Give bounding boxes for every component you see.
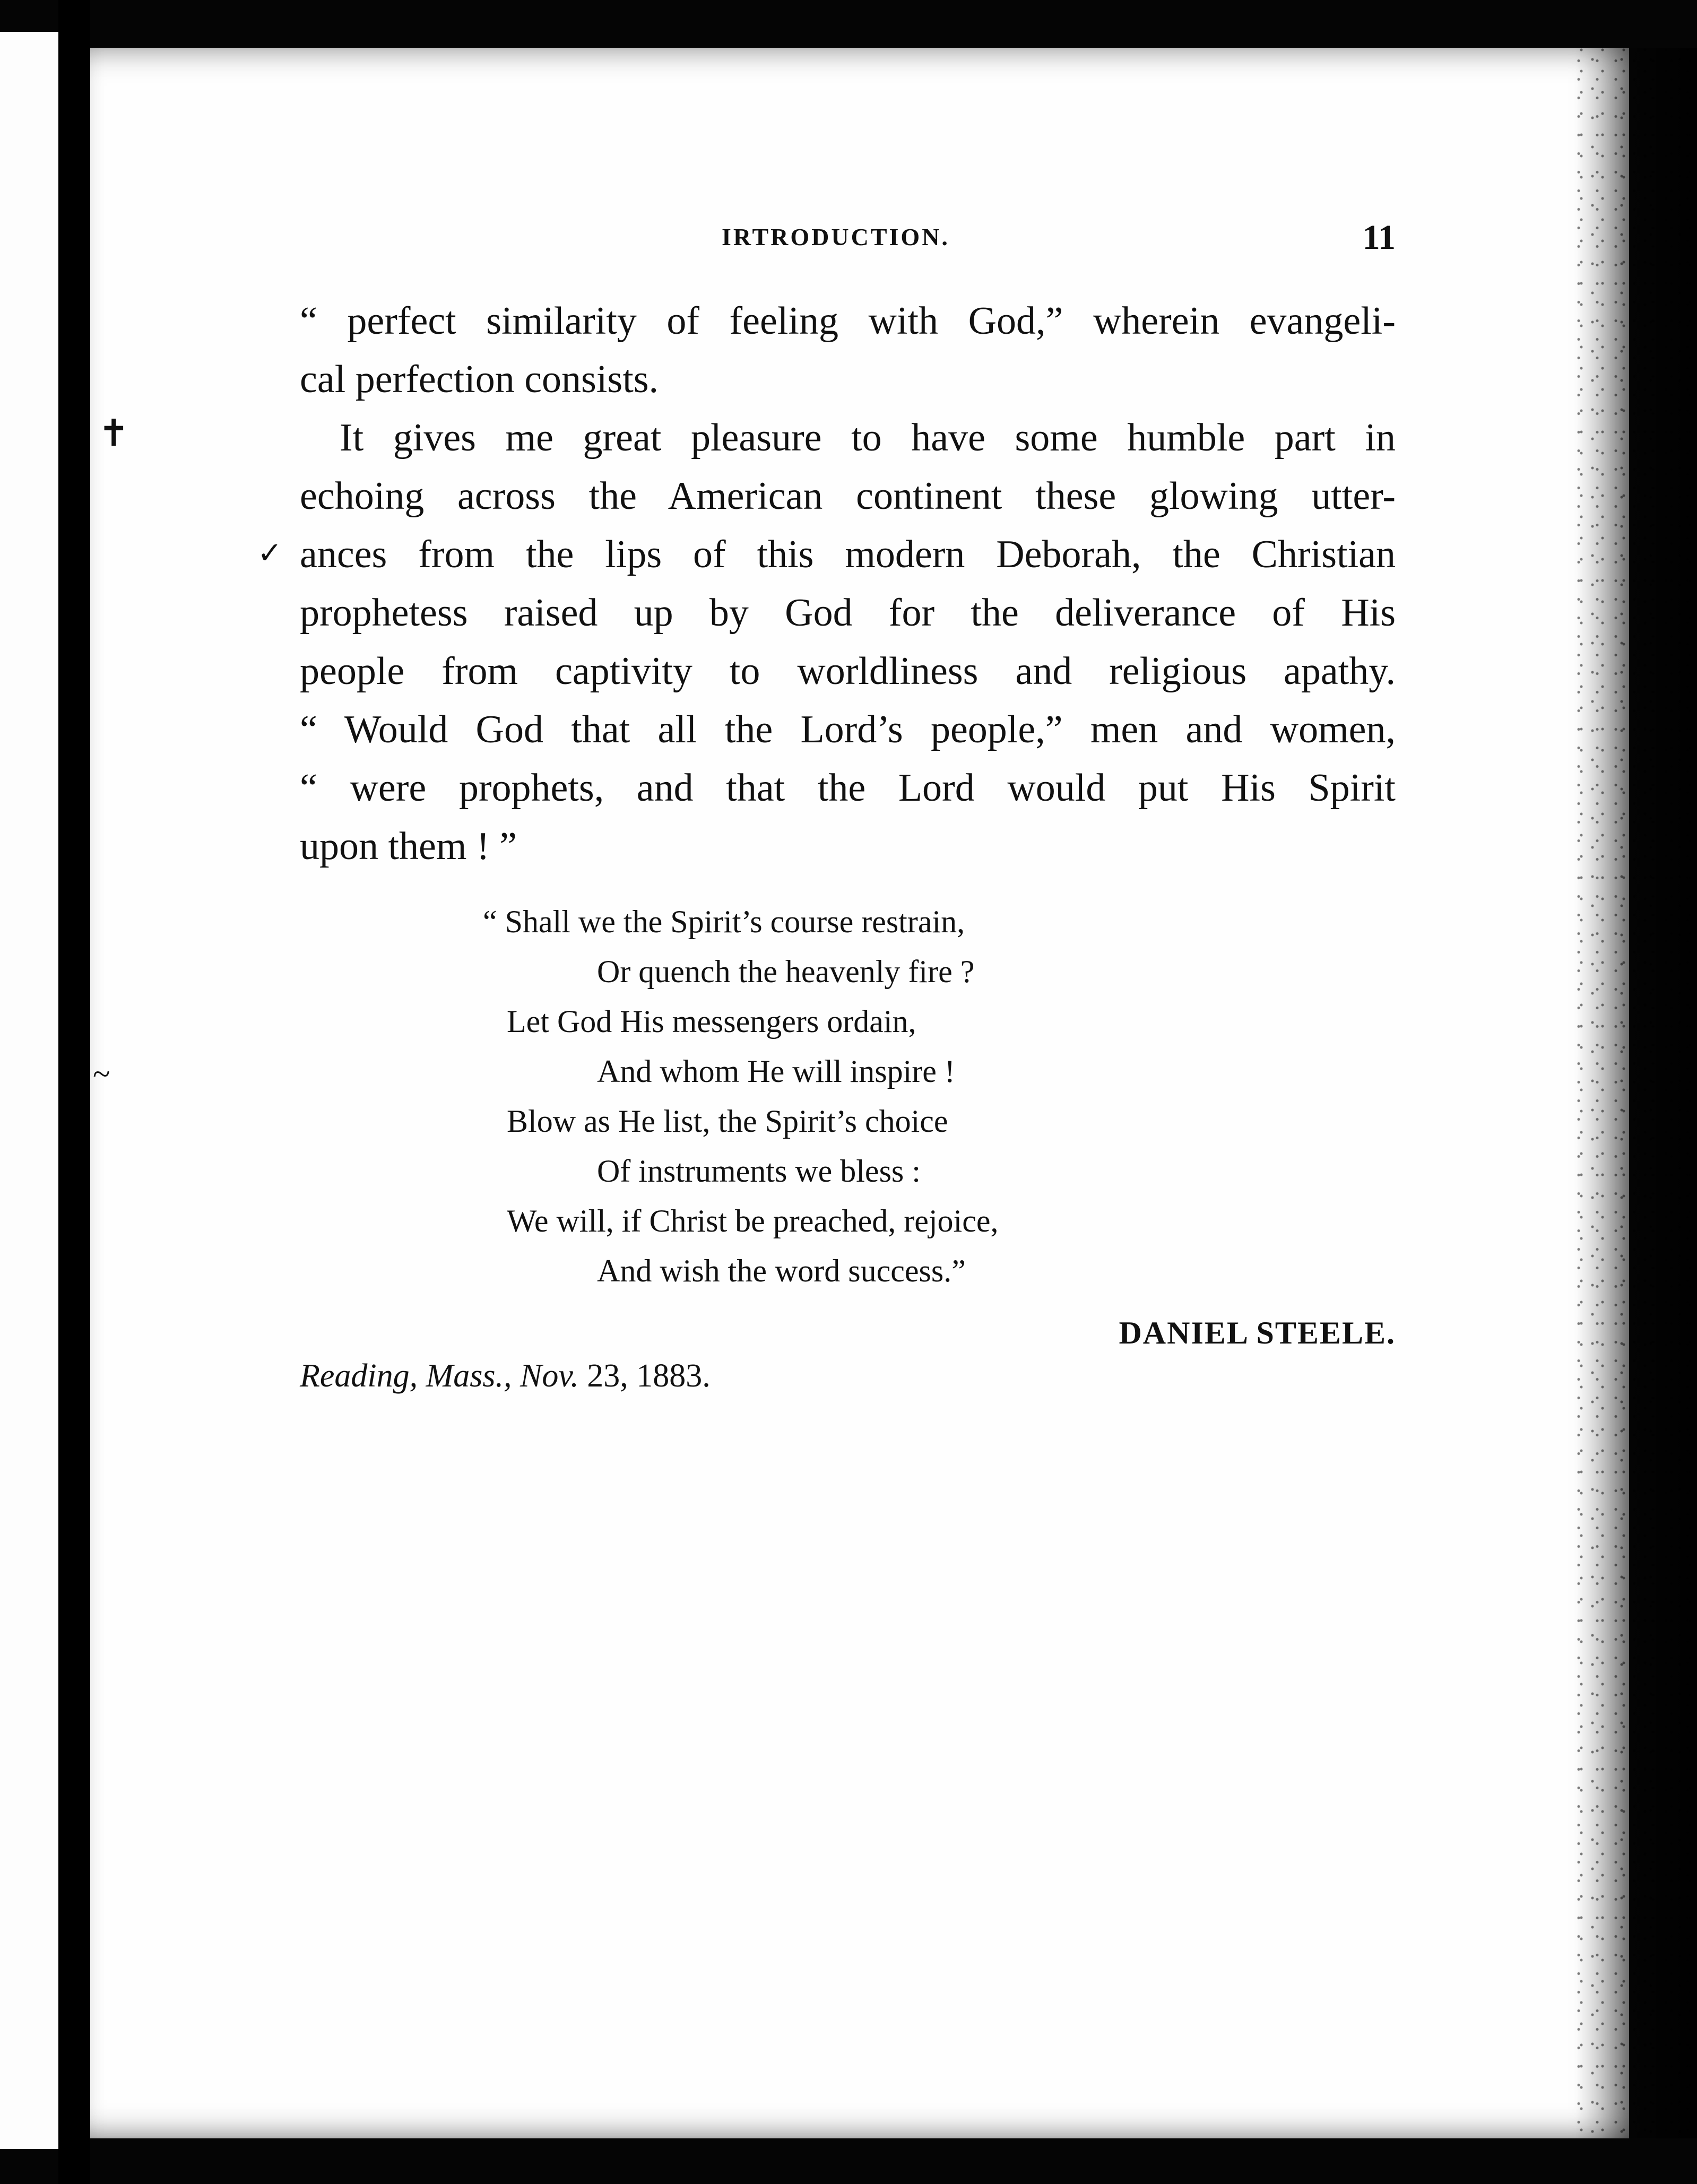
text-line: upon them ! ” [300, 825, 517, 868]
author-signature: DANIEL STEELE. [1119, 1315, 1396, 1350]
text-line: prophetess raised up by God for the deliverance of His [300, 591, 1396, 635]
poem-line: Blow as He list, the Spirit’s choice [507, 1104, 948, 1139]
page-header [711, 218, 1396, 265]
text-line: people from captivity to worldliness and religious apathy. [300, 649, 1396, 693]
running-head: IRTRODUCTION. [722, 223, 950, 250]
poem-line: And whom He will inspire ! [597, 1054, 955, 1089]
page-edge-speckle [1575, 48, 1697, 2138]
body-text [300, 292, 1396, 876]
poem-line: Of instruments we bless : [597, 1154, 921, 1189]
poem-line: Let God His messengers ordain, [507, 1004, 916, 1039]
margin-mark: ✝ [98, 413, 129, 454]
text-line: cal perfection consists. [300, 358, 659, 401]
dateline [300, 1357, 711, 1395]
text-line: “ perfect similarity of feeling with God,” wherein evangeli- [300, 299, 1396, 343]
text-line: ances from the lips of this modern Deborah, the Christian [300, 533, 1396, 576]
margin-mark: ~ [93, 1056, 110, 1091]
text-line: echoing across the American continent these glowing utter- [300, 474, 1396, 518]
facing-page-edge [0, 32, 58, 2149]
dateline-date: 23, 1883. [587, 1358, 711, 1394]
poem-line: We will, if Christ be preached, rejoice, [507, 1203, 999, 1238]
text-line: It gives me great pleasure to have some humble part in [340, 416, 1396, 460]
book-gutter [58, 0, 90, 2184]
text-line: “ Would God that all the Lord’s people,” men and women, [300, 708, 1396, 751]
margin-mark: ✓ [257, 537, 282, 570]
text-line: “ were prophets, and that the Lord would put His Spirit [300, 766, 1396, 810]
poem-quotation [483, 897, 1197, 1296]
poem-line: And wish the word success.” [597, 1253, 966, 1288]
poem-line: Or quench the heavenly fire ? [597, 954, 975, 989]
dateline-place: Reading, Mass., Nov. [300, 1358, 579, 1394]
poem-line: “ Shall we the Spirit’s course restrain, [483, 904, 965, 939]
page-number: 11 [1362, 218, 1396, 257]
